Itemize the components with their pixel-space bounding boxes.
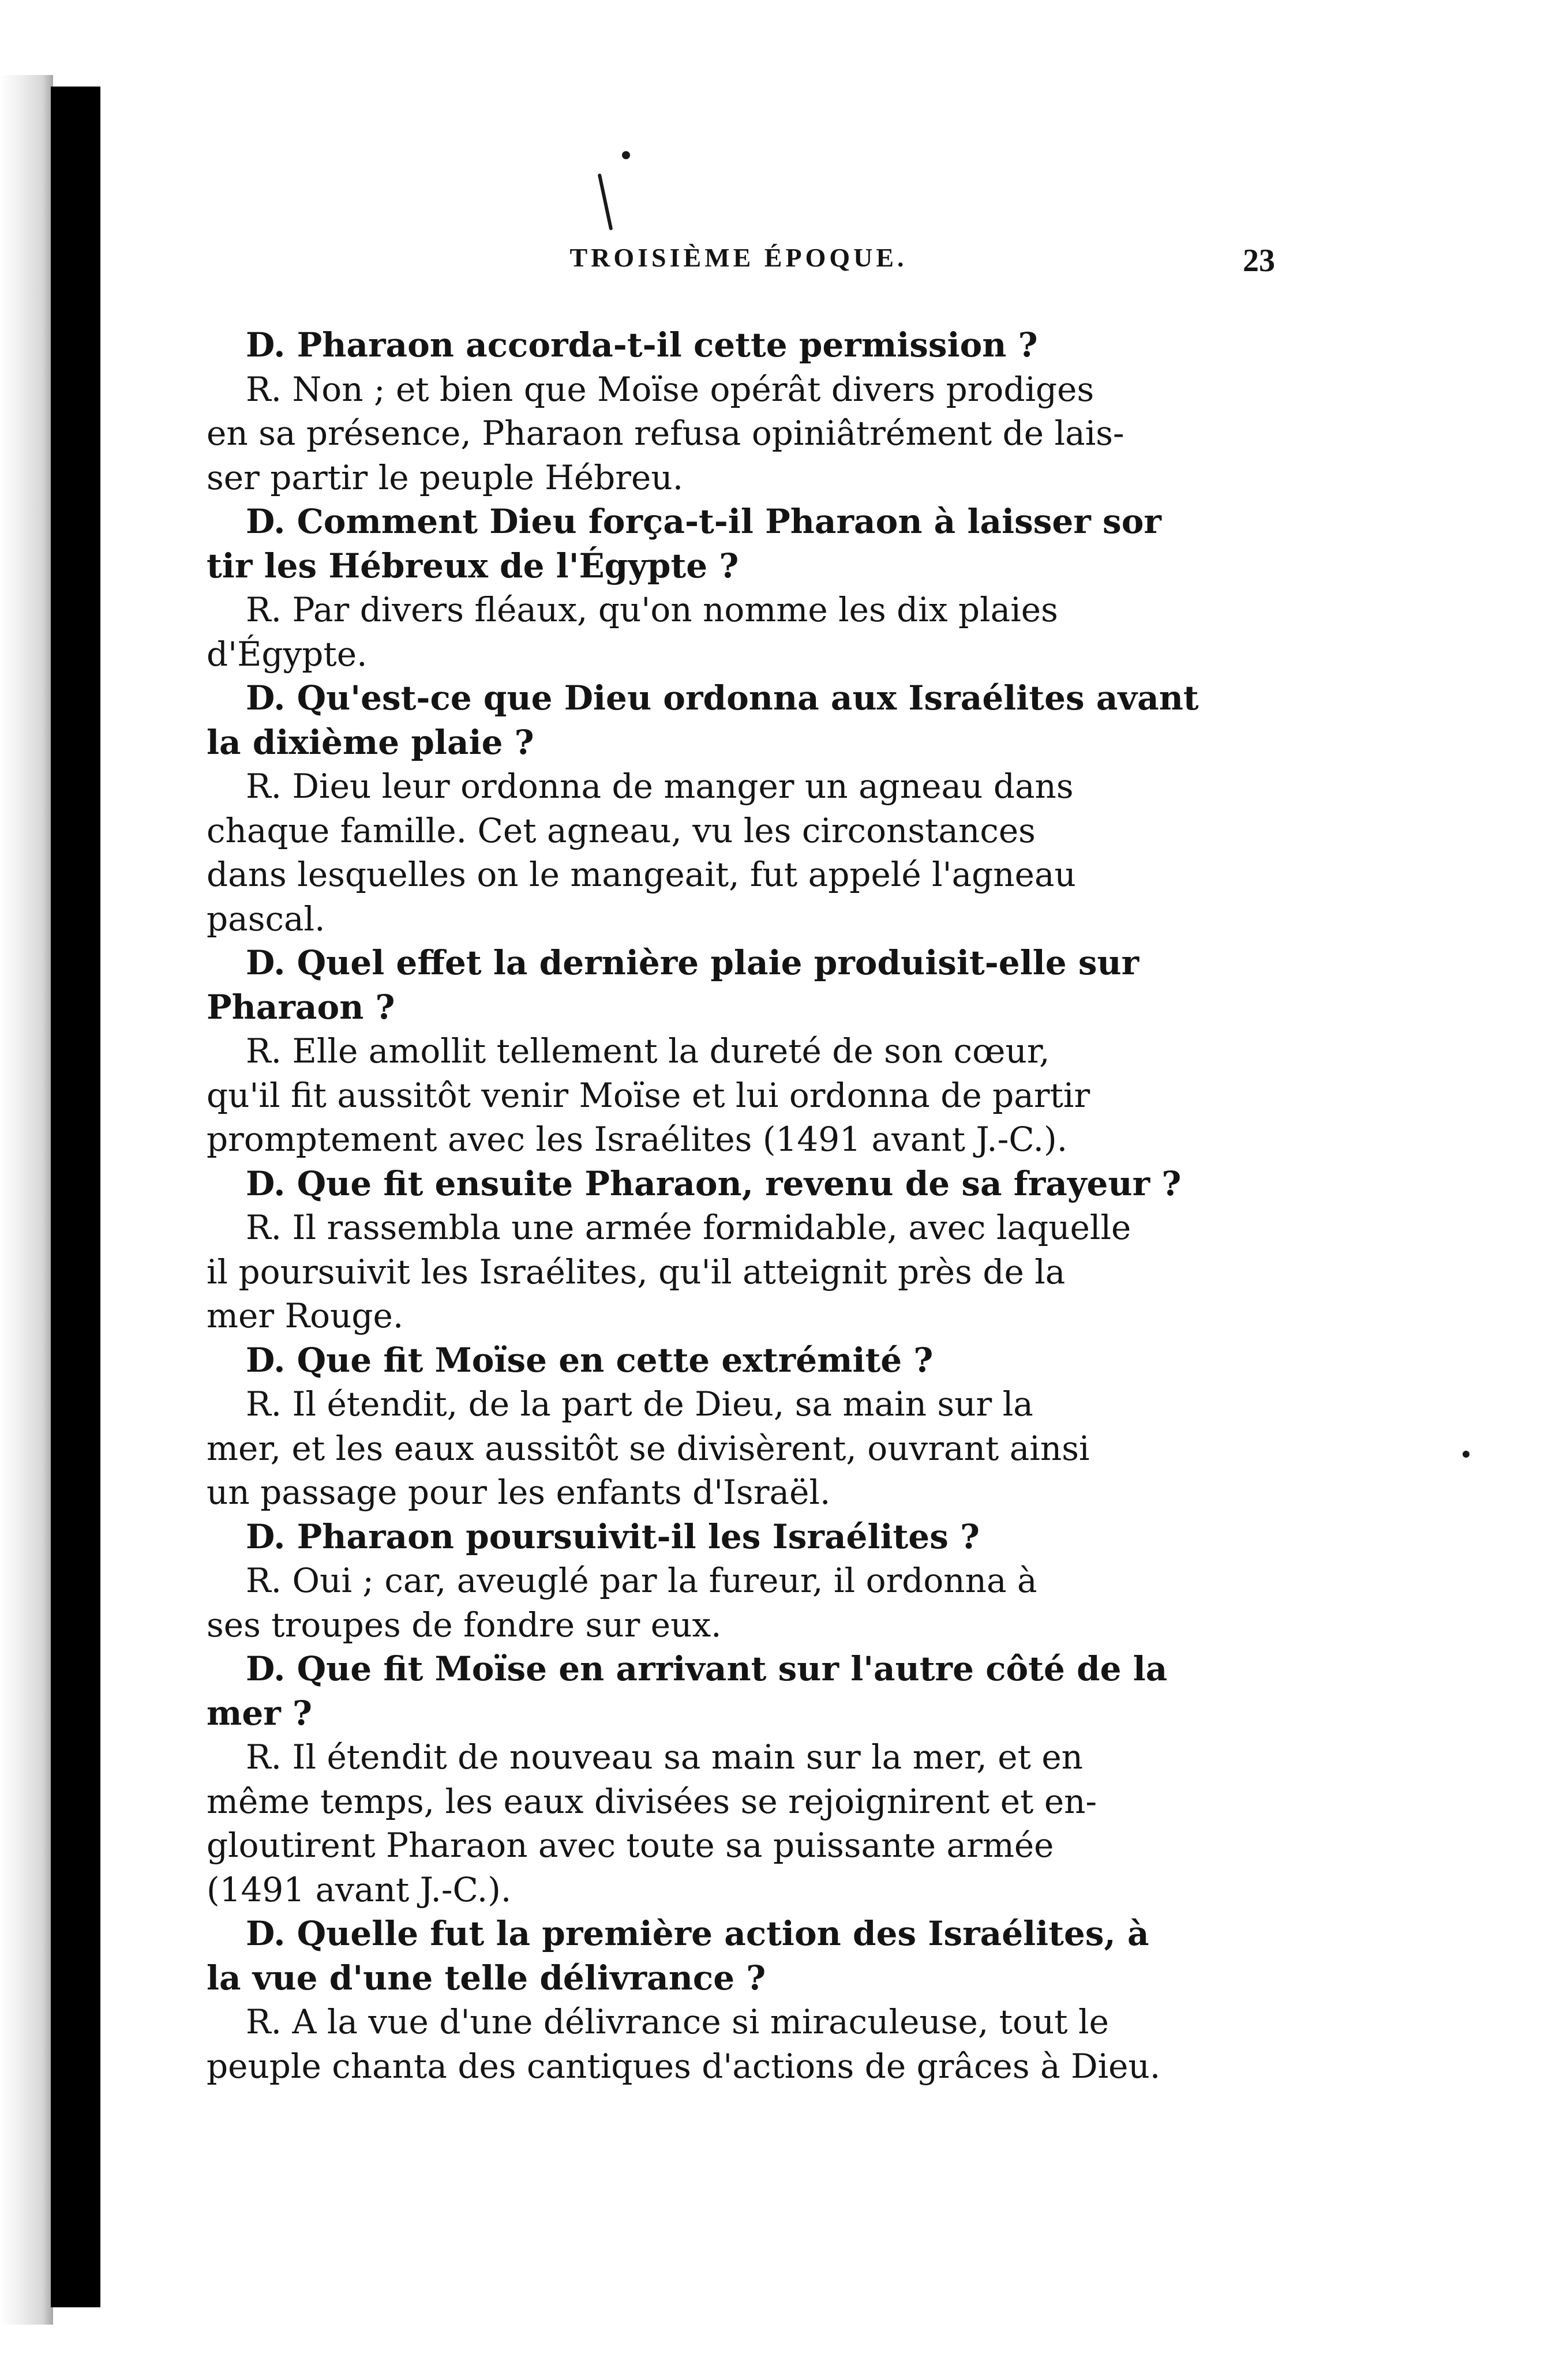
text-line: un passage pour les enfants d'Israël. <box>207 1473 831 1512</box>
text-line: d'Égypte. <box>207 634 368 674</box>
text-line: qu'il fit aussitôt venir Moïse et lui ordonna de partir <box>207 1075 1090 1115</box>
ink-speck <box>598 173 613 230</box>
text-line: (1491 avant J.-C.). <box>207 1870 512 1909</box>
text-line: ses troupes de fondre sur eux. <box>207 1605 722 1645</box>
text-line: D. Quelle fut la première action des Israélites, à <box>246 1914 1149 1953</box>
text-line: mer ? <box>207 1693 313 1733</box>
text-line: gloutirent Pharaon avec toute sa puissante armée <box>207 1826 1054 1865</box>
text-line: promptement avec les Israélites (1491 avant J.-C.). <box>207 1120 1068 1159</box>
text-line: D. Pharaon poursuivit-il les Israélites ? <box>246 1516 980 1556</box>
page-binding-edge <box>51 87 100 2307</box>
page-header <box>208 242 1275 294</box>
text-line: ser partir le peuple Hébreu. <box>207 457 684 497</box>
text-line: peuple chanta des cantiques d'actions de grâces à Dieu. <box>207 2046 1161 2086</box>
text-line: R. Il rassembla une armée formidable, avec laquelle <box>246 1208 1131 1247</box>
page-number: 23 <box>1243 243 1275 279</box>
text-line: D. Qu'est-ce que Dieu ordonna aux Israélites avant <box>246 678 1199 718</box>
text-line: D. Quel effet la dernière plaie produisit-elle sur <box>246 943 1139 982</box>
text-line: R. Il étendit de nouveau sa main sur la mer, et en <box>246 1737 1083 1777</box>
binding-shadow <box>0 75 53 2325</box>
text-line: D. Que fit Moïse en cette extrémité ? <box>246 1340 934 1380</box>
ink-speck <box>1463 1451 1469 1458</box>
text-line: en sa présence, Pharaon refusa opiniâtrément de lais- <box>207 414 1124 453</box>
text-line: R. Non ; et bien que Moïse opérât divers prodiges <box>246 369 1094 409</box>
catechism-text <box>207 323 1242 2088</box>
text-line: dans lesquelles on le mangeait, fut appelé l'agneau <box>207 855 1076 894</box>
text-line: R. A la vue d'une délivrance si miraculeuse, tout le <box>246 2002 1109 2041</box>
text-line: R. Dieu leur ordonna de manger un agneau dans <box>246 767 1074 806</box>
text-line: pascal. <box>207 899 325 939</box>
text-line: D. Que fit Moïse en arrivant sur l'autre côté de la <box>246 1649 1168 1688</box>
text-line: la dixième plaie ? <box>207 722 534 762</box>
text-line: tir les Hébreux de l'Égypte ? <box>207 546 739 585</box>
text-line: R. Par divers fléaux, qu'on nomme les dix plaies <box>246 590 1058 629</box>
text-line: D. Pharaon accorda-t-il cette permission ? <box>246 325 1038 365</box>
text-line: mer, et les eaux aussitôt se divisèrent, ouvrant ainsi <box>207 1428 1090 1468</box>
text-line: R. Elle amollit tellement la dureté de son cœur, <box>246 1031 1050 1071</box>
text-line: la vue d'une telle délivrance ? <box>207 1958 766 1998</box>
text-line: D. Que fit ensuite Pharaon, revenu de sa frayeur ? <box>246 1163 1182 1203</box>
text-line: D. Comment Dieu força-t-il Pharaon à laisser sor <box>246 502 1161 541</box>
ink-speck <box>622 151 630 159</box>
running-head: TROISIÈME ÉPOQUE. <box>569 243 908 272</box>
text-line: R. Il étendit, de la part de Dieu, sa main sur la <box>246 1384 1033 1424</box>
text-line: R. Oui ; car, aveuglé par la fureur, il ordonna à <box>246 1561 1037 1600</box>
text-line: mer Rouge. <box>207 1296 404 1335</box>
text-line: même temps, les eaux divisées se rejoignirent et en- <box>207 1781 1097 1821</box>
text-line: il poursuivit les Israélites, qu'il atteignit près de la <box>207 1252 1066 1292</box>
text-line: chaque famille. Cet agneau, vu les circonstances <box>207 810 1036 850</box>
text-line: Pharaon ? <box>207 987 395 1027</box>
